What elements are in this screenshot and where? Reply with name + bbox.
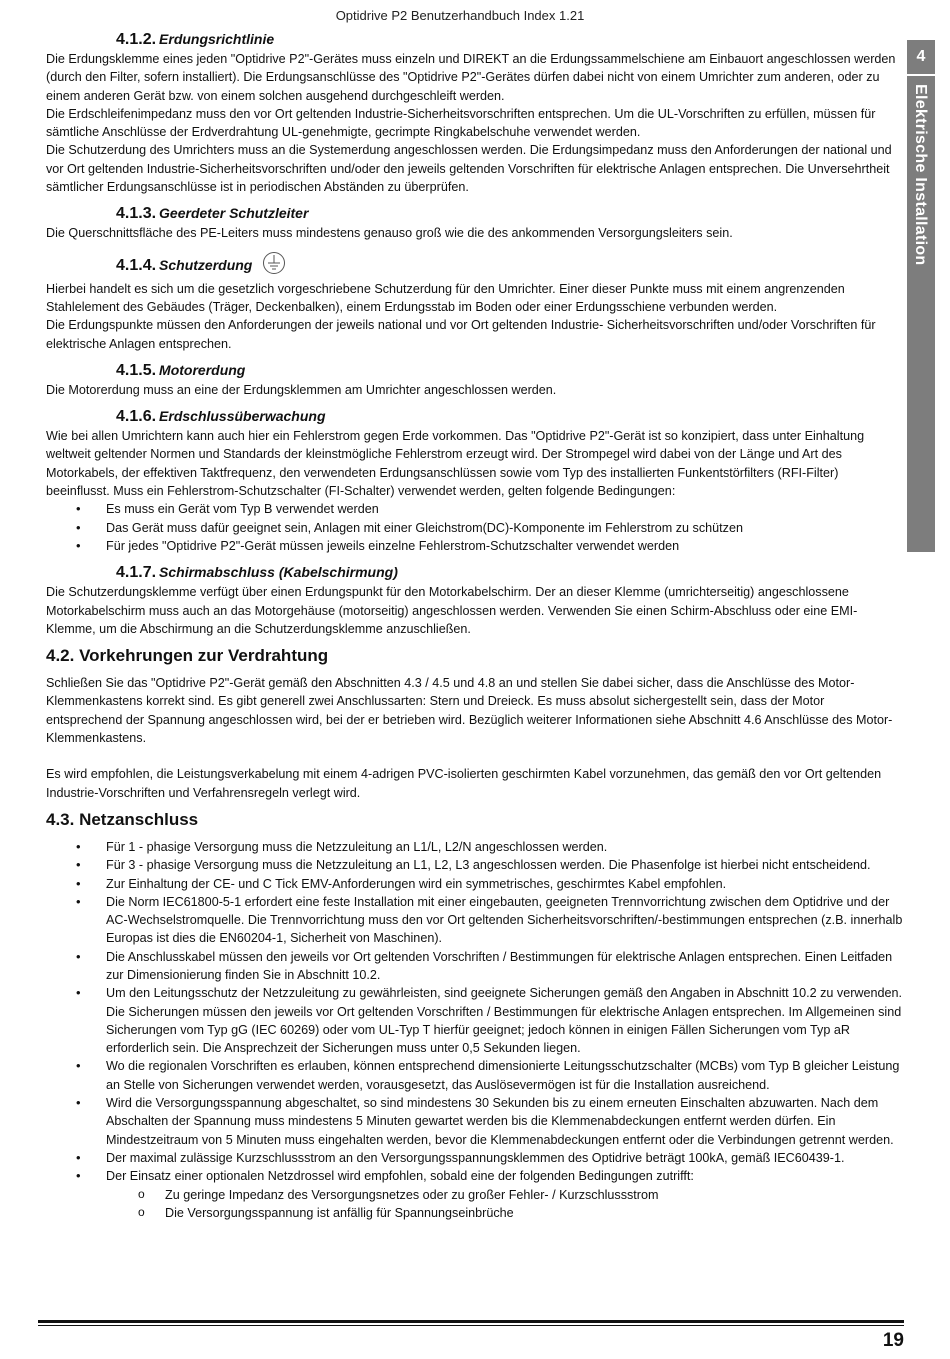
- footer-rule: [38, 1320, 904, 1323]
- paragraph: Die Schutzerdungsklemme verfügt über einen Erdungspunkt für den Motorkabelschirm. Der an dieser Klemme (umrichterseitig) angeschlossene Motorkabelschirm muss auch an das Motorgehäuse (motorseitig) angeschlossen werden. Verwenden Sie einen Schirm-Abschluss oder eine EMI-Klemme, um die Abschirmung an die Schutzerdungsklemme anzuschließen.: [46, 585, 858, 636]
- list-item: • Der maximal zulässige Kurzschlussstrom an den Versorgungsspannungsklemmen des Optidrive beträgt 100kA, gemäß IEC60439-1.: [46, 1149, 904, 1167]
- list-item: • Für jedes "Optidrive P2"-Gerät müssen jeweils einzelne Fehlerstrom-Schutzschalter verwendet werden: [46, 537, 904, 555]
- list-item: • Für 1 - phasige Versorgung muss die Netzzuleitung an L1/L, L2/N angeschlossen werden.: [46, 838, 904, 856]
- section-number: 4.1.6.: [116, 408, 157, 426]
- spacer: [46, 747, 904, 765]
- list-item: • Wo die regionalen Vorschriften es erlauben, können entsprechend dimensionierte Leitungsschutzschalter (MCBs) vom Typ B gleicher Leistung an Stelle von Sicherungen verwendet werden, vorausgesetzt, das Auslösevermögen ist für die Installation ausreichend.: [46, 1057, 904, 1094]
- protective-earth-icon: [262, 251, 286, 279]
- chapter-number: 4: [907, 40, 935, 76]
- chapter-title: Elektrische Installation: [912, 84, 929, 266]
- section-title: Schirmabschluss (Kabelschirmung): [159, 564, 398, 581]
- list-item: • Es muss ein Gerät vom Typ B verwendet werden: [46, 500, 904, 518]
- footer-rule: [38, 1325, 904, 1326]
- page-header: Optidrive P2 Benutzerhandbuch Index 1.21: [335, 8, 585, 23]
- page-number: 19: [882, 1330, 904, 1351]
- paragraph: Die Querschnittsfläche des PE-Leiters muss mindestens genauso groß wie die des ankommenden Versorgungsleiters sein.: [46, 226, 733, 241]
- heading-4-2: 4.2. Vorkehrungen zur Verdrahtung: [46, 646, 329, 666]
- section-number: 4.1.7.: [116, 564, 157, 582]
- sub-bullet-list: [46, 1186, 904, 1223]
- section-title: Geerdeter Schutzleiter: [159, 205, 309, 222]
- list-item: • Um den Leitungsschutz der Netzzuleitung zu gewährleisten, sind geeignete Sicherungen gemäß den Angaben in Abschnitt 10.2 zu verwenden. Die Sicherungen müssen den jeweils vor Ort geltenden Vorschriften / Bestimmungen für elektrische Anlagen entsprechen. Im Allgemeinen sind Sicherungen vom Typ gG (IEC 60269) oder vom UL-Typ T hierfür geeignet; jedoch können in einigen Fällen Sicherungen vom Typ aR erforderlich sein. Die Ansprechzeit der Sicherungen muss unter 0,5 Sekunden liegen.: [46, 984, 904, 1057]
- heading-4-1-6: [116, 407, 904, 426]
- section-title: Erdungsrichtlinie: [159, 31, 275, 47]
- heading-4-1-2: [116, 30, 904, 49]
- heading-4-1-3: [116, 204, 904, 223]
- heading-4-1-4: [116, 251, 904, 279]
- paragraph: Die Erdungspunkte müssen den Anforderungen der jeweils national und vor Ort geltenden Industrie- Sicherheitsvorschriften und/oder Vorschriften für elektrische Anlagen entsprechen.: [46, 318, 876, 351]
- paragraph: Wie bei allen Umrichtern kann auch hier ein Fehlerstrom gegen Erde vorkommen. Das "Optidrive P2"-Gerät ist so konzipiert, dass unter Einhaltung weltweit geltender Normen und Standards der kleinstmögliche Fehlerstrom erzeugt wird. Der Strompegel wird dabei von der Länge und Art des Motorkabels, der effektiven Taktfrequenz, den verwendeten Erdungsanschlüssen sowie vom Typ des installierten Funkentstörfilters (RFI-Filter) beeinflusst. Muss ein Fehlerstrom-Schutzschalter (FI-Schalter) verwendet werden, gelten folgende Bedingungen:: [46, 429, 865, 499]
- paragraph: Die Schutzerdung des Umrichters muss an die Systemerdung angeschlossen werden. Die Erdungsimpedanz muss den Anforderungen der national und vor Ort geltenden Industrie-Sicherheitsvorschriften und/oder den jeweils geltenden Vorschriften für elektrische Anlagen entsprechen. Die Unversehrtheit sämtlicher Erdungsanschlüsse ist in periodischen Abständen zu überprüfen.: [46, 143, 892, 195]
- paragraph: Die Erdungsklemme eines jeden "Optidrive P2"-Gerätes muss einzeln und DIREKT an die Erdungssammelschiene am Einbauort angeschlossen werden (durch den Filter, sofern installiert). Die Erdungsanschlüsse des "Optidrive P2"-Gerätes dürfen dabei nicht von einem Umrichter zum anderen, oder zu einem anderen Gerät bzw. von einem solchen ausgehend durchgeschleift werden.: [46, 52, 896, 103]
- section-number: 4.1.5.: [116, 361, 157, 379]
- paragraph: Die Erdschleifenimpedanz muss den vor Ort geltenden Industrie-Sicherheitsvorschriften entsprechen. Um die UL-Vorschriften zu erfüllen, müssen für sämtliche Anschlüsse der Erdverdrahtung UL-genehmigte, gecrimpte Ringkabelschuhe verwendet werden.: [46, 106, 876, 140]
- list-item: • Das Gerät muss dafür geeignet sein, Anlagen mit einer Gleichstrom(DC)-Komponente im Fehlerstrom zu schützen: [46, 519, 904, 537]
- paragraph: Hierbei handelt es sich um die gesetzlich vorgeschriebene Schutzerdung für den Umrichter. Einer dieser Punkte muss mit einem angrenzenden Stahlelement des Gebäudes (Träger, Deckenbalken), einem Erdungsstab im Boden oder einer Erdungsschiene verbunden werden.: [46, 281, 845, 314]
- section-number: 4.1.4.: [116, 256, 157, 274]
- paragraph: Es wird empfohlen, die Leistungsverkabelung mit einem 4-adrigen PVC-isolierten geschirmten Kabel vorzunehmen, das gemäß den vor Ort geltenden Industrie-Vorschriften und Verfahrensregeln verlegt wird.: [46, 767, 882, 800]
- bullet-list: [46, 500, 904, 555]
- list-item: • Zur Einhaltung der CE- und C Tick EMV-Anforderungen wird ein symmetrisches, geschirmtes Kabel empfohlen.: [46, 875, 904, 893]
- list-item: • Der Einsatz einer optionalen Netzdrossel wird empfohlen, sobald eine der folgenden Bedingungen zutrifft:: [46, 1167, 904, 1185]
- paragraph: Die Motorerdung muss an eine der Erdungsklemmen am Umrichter angeschlossen werden.: [46, 382, 557, 397]
- bullet-list: [46, 838, 904, 1186]
- list-item: • Wird die Versorgungsspannung abgeschaltet, so sind mindestens 30 Sekunden bis zu einem erneuten Einschalten abzuwarten. Nach dem Abschalten der Spannung muss mindestens 5 Minuten gewartet werden bis die Klemmenabdeckungen entfernt werden dürfen. Ein Mindestzeitraum von 5 Minuten muss eingehalten werden, bevor die Klemmenabdeckungen entfernt oder die Verbindungen getrennt werden.: [46, 1094, 904, 1149]
- section-title: Erdschlussüberwachung: [159, 408, 326, 425]
- heading-4-1-7: [116, 563, 904, 582]
- sub-list-item: o Die Versorgungsspannung ist anfällig für Spannungseinbrüche: [46, 1204, 904, 1222]
- list-item: • Für 3 - phasige Versorgung muss die Netzzuleitung an L1, L2, L3 angeschlossen werden. Die Phasenfolge ist hierbei nicht entscheidend.: [46, 856, 904, 874]
- paragraph: Schließen Sie das "Optidrive P2"-Gerät gemäß den Abschnitten 4.3 / 4.5 und 4.8 an und stellen Sie dabei sicher, dass die Anschlüsse des Motor-Klemmenkastens korrekt sind. Es gibt generell zwei Anschlussarten: Stern und Dreieck. Es muss absolut sichergestellt sein, dass der Motor entsprechend der Spannung angeschlossen wird, bei der er betrieben wird. Bezüglich weiterer Informationen siehe Abschnitt 4.6 Anschlüsse des Motor-Klemmenkastens.: [46, 676, 893, 746]
- heading-4-3: 4.3. Netzanschluss: [46, 809, 199, 829]
- section-title: Schutzerdung: [159, 256, 253, 273]
- section-title: Motorerdung: [159, 361, 246, 378]
- section-number: 4.1.2.: [116, 31, 157, 48]
- list-item: • Die Anschlusskabel müssen den jeweils vor Ort geltenden Vorschriften / Bestimmungen für elektrische Anlagen entsprechen. Einen Leitfaden zur Dimensionierung finden Sie in Abschnitt 10.2.: [46, 948, 904, 985]
- list-item: • Die Norm IEC61800-5-1 erfordert eine feste Installation mit einer eingebauten, geeigneten Trennvorrichtung zwischen dem Optidrive und der AC-Wechselstromquelle. Die Trennvorrichtung muss den vor Ort geltenden Sicherheitsvorschriften/-bestimmungen entsprechen (z.B. innerhalb Europas ist dies die EN60204-1, Sicherheit von Maschinen).: [46, 893, 904, 948]
- section-number: 4.1.3.: [116, 205, 157, 223]
- chapter-side-tab: [907, 40, 935, 552]
- heading-4-1-5: [116, 361, 904, 380]
- page-content: [46, 26, 904, 1222]
- sub-list-item: o Zu geringe Impedanz des Versorgungsnetzes oder zu großer Fehler- / Kurzschlussstrom: [46, 1186, 904, 1204]
